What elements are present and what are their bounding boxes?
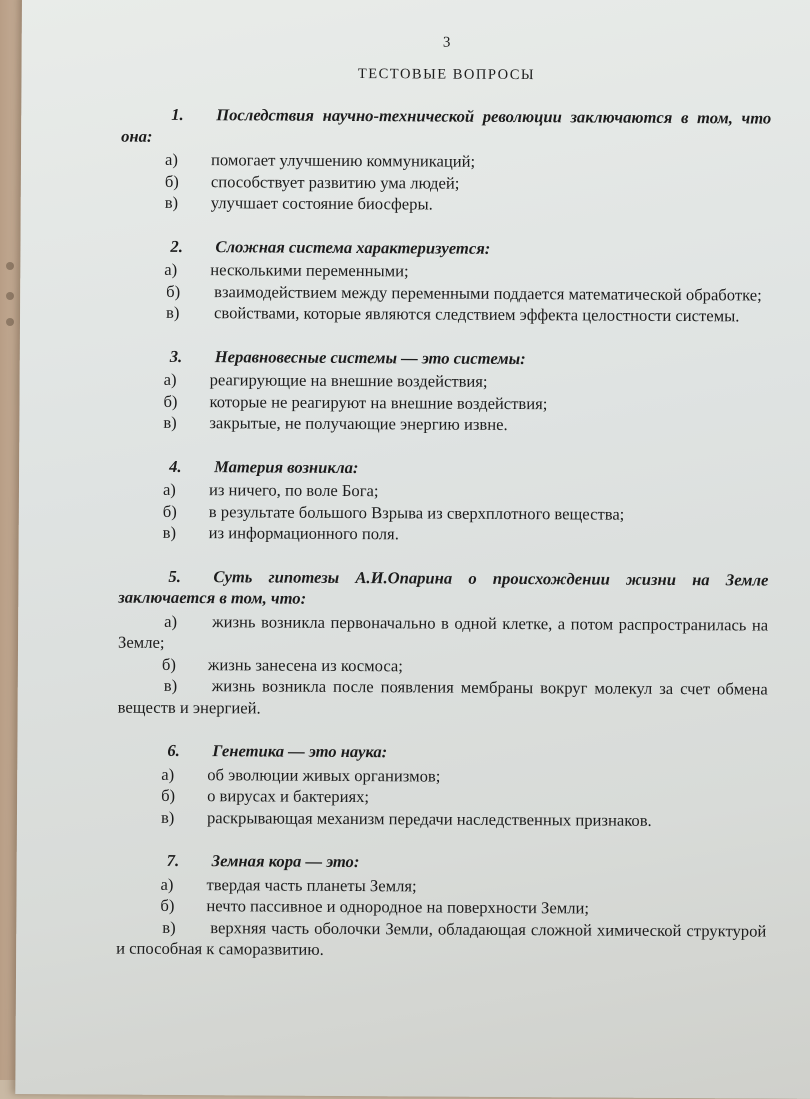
question-text: Материя возникла:: [214, 456, 359, 477]
answer-option: [118, 610, 768, 657]
document-body: [116, 31, 772, 985]
answer-option: [119, 412, 769, 437]
answer-letter: а): [164, 259, 178, 279]
answer-letter: б): [164, 171, 179, 191]
answer-text: которые не реагируют на внешние воздействия;: [209, 391, 548, 413]
answer-text: реагирующие на внешние воздействия;: [209, 370, 488, 391]
answer-letter: а): [163, 369, 177, 389]
answer-text: верхняя часть оболочки Земли, обладающая сложной химической структурой и способная к саморазвитию.: [116, 917, 767, 959]
question-text: Неравновесные системы — это системы:: [214, 346, 526, 368]
answer-letter: в): [163, 675, 178, 695]
answer-text: раскрывающая механизм передачи наследственных признаков.: [206, 807, 652, 830]
answer-text: в результате большого Взрыва из сверхплотного вещества;: [208, 501, 625, 524]
answer-text: взаимодействием между переменными поддается математической обработке;: [214, 281, 762, 305]
answer-text: жизнь занесена из космоса;: [207, 654, 404, 675]
question: [117, 740, 768, 832]
page-heading: ТЕСТОВЫЕ ВОПРОСЫ: [357, 65, 536, 83]
question-number: 4.: [169, 456, 182, 476]
answer-text: об эволюции живых организмов;: [207, 764, 441, 786]
question-number: 1.: [171, 104, 184, 124]
answer-text: нечто пассивное и однородное на поверхности Земли;: [206, 896, 590, 918]
question-number: 5.: [168, 566, 181, 586]
question-text: Земная кора — это:: [211, 851, 360, 872]
answer-text: жизнь возникла после появления мембраны вокруг молекул за счет обмена веществ и энергией.: [117, 676, 768, 717]
question-title: [117, 740, 767, 765]
question-title: [117, 850, 767, 875]
answer-option: [117, 806, 767, 831]
answer-text: из информационного поля.: [208, 523, 399, 544]
answer-text: свойствами, которые являются следствием эффекта целостности системы.: [213, 303, 740, 326]
answer-letter: б): [160, 895, 175, 915]
binder-hole: [6, 292, 14, 300]
answer-letter: а): [161, 764, 175, 784]
answer-option: [120, 302, 770, 327]
answer-option: [118, 675, 768, 722]
answer-text: несколькими переменными;: [210, 260, 409, 281]
answer-letter: а): [164, 149, 178, 169]
question-number: 6.: [167, 740, 180, 760]
question-number: 7.: [166, 850, 180, 870]
question: [121, 104, 772, 217]
question-number: 3.: [169, 346, 183, 366]
answer-letter: в): [163, 412, 177, 432]
answer-text: о вирусах и бактериях;: [207, 786, 370, 807]
question-number: 2.: [170, 236, 183, 256]
answer-option: [121, 192, 771, 217]
question-title: [120, 235, 770, 260]
answer-text: помогает улучшению коммуникаций;: [210, 150, 476, 171]
binder-hole: [6, 262, 14, 270]
paper-sheet: [15, 0, 810, 1099]
answer-text: из ничего, по воле Бога;: [208, 480, 379, 501]
answer-option: [119, 522, 769, 547]
question-text: Сложная система характеризуется:: [215, 236, 491, 258]
answer-letter: в): [162, 522, 177, 542]
page-number: 3: [442, 34, 451, 51]
answer-text: твердая часть планеты Земля;: [206, 874, 417, 895]
question-text: Суть гипотезы А.И.Опарина о происхождении жизни на Земле заключается в том, что:: [118, 566, 769, 608]
question-text: Генетика — это наука:: [212, 741, 388, 762]
answer-letter: а): [160, 874, 174, 894]
answer-letter: б): [161, 654, 176, 674]
binder-hole: [6, 318, 14, 326]
answer-letter: б): [166, 281, 181, 301]
answer-letter: в): [165, 302, 180, 322]
question: [120, 235, 771, 327]
question-title: [119, 455, 769, 480]
question-title: [121, 104, 771, 151]
answer-letter: а): [162, 479, 176, 499]
answer-letter: б): [162, 501, 177, 521]
answer-option: [116, 916, 766, 963]
answer-letter: а): [164, 611, 178, 631]
answer-text: способствует развитию ума людей;: [210, 171, 460, 193]
answer-letter: в): [162, 917, 176, 937]
answer-text: улучшает состояние биосферы.: [210, 193, 433, 214]
answer-letter: б): [163, 391, 178, 411]
answer-letter: в): [164, 192, 179, 212]
answer-letter: в): [160, 807, 175, 827]
question-title: [120, 345, 770, 370]
question-title: [118, 565, 768, 612]
question: [116, 850, 767, 963]
question: [118, 565, 769, 721]
question: [119, 455, 770, 547]
question: [119, 345, 770, 437]
answer-letter: б): [161, 785, 176, 805]
answer-text: закрытые, не получающие энергию извне.: [209, 413, 508, 434]
question-text: Последствия научно-технической революции заключаются в том, что она:: [121, 105, 772, 146]
answer-text: жизнь возникла первоначально в одной клетке, а потом распространилась на Земле;: [117, 611, 769, 652]
